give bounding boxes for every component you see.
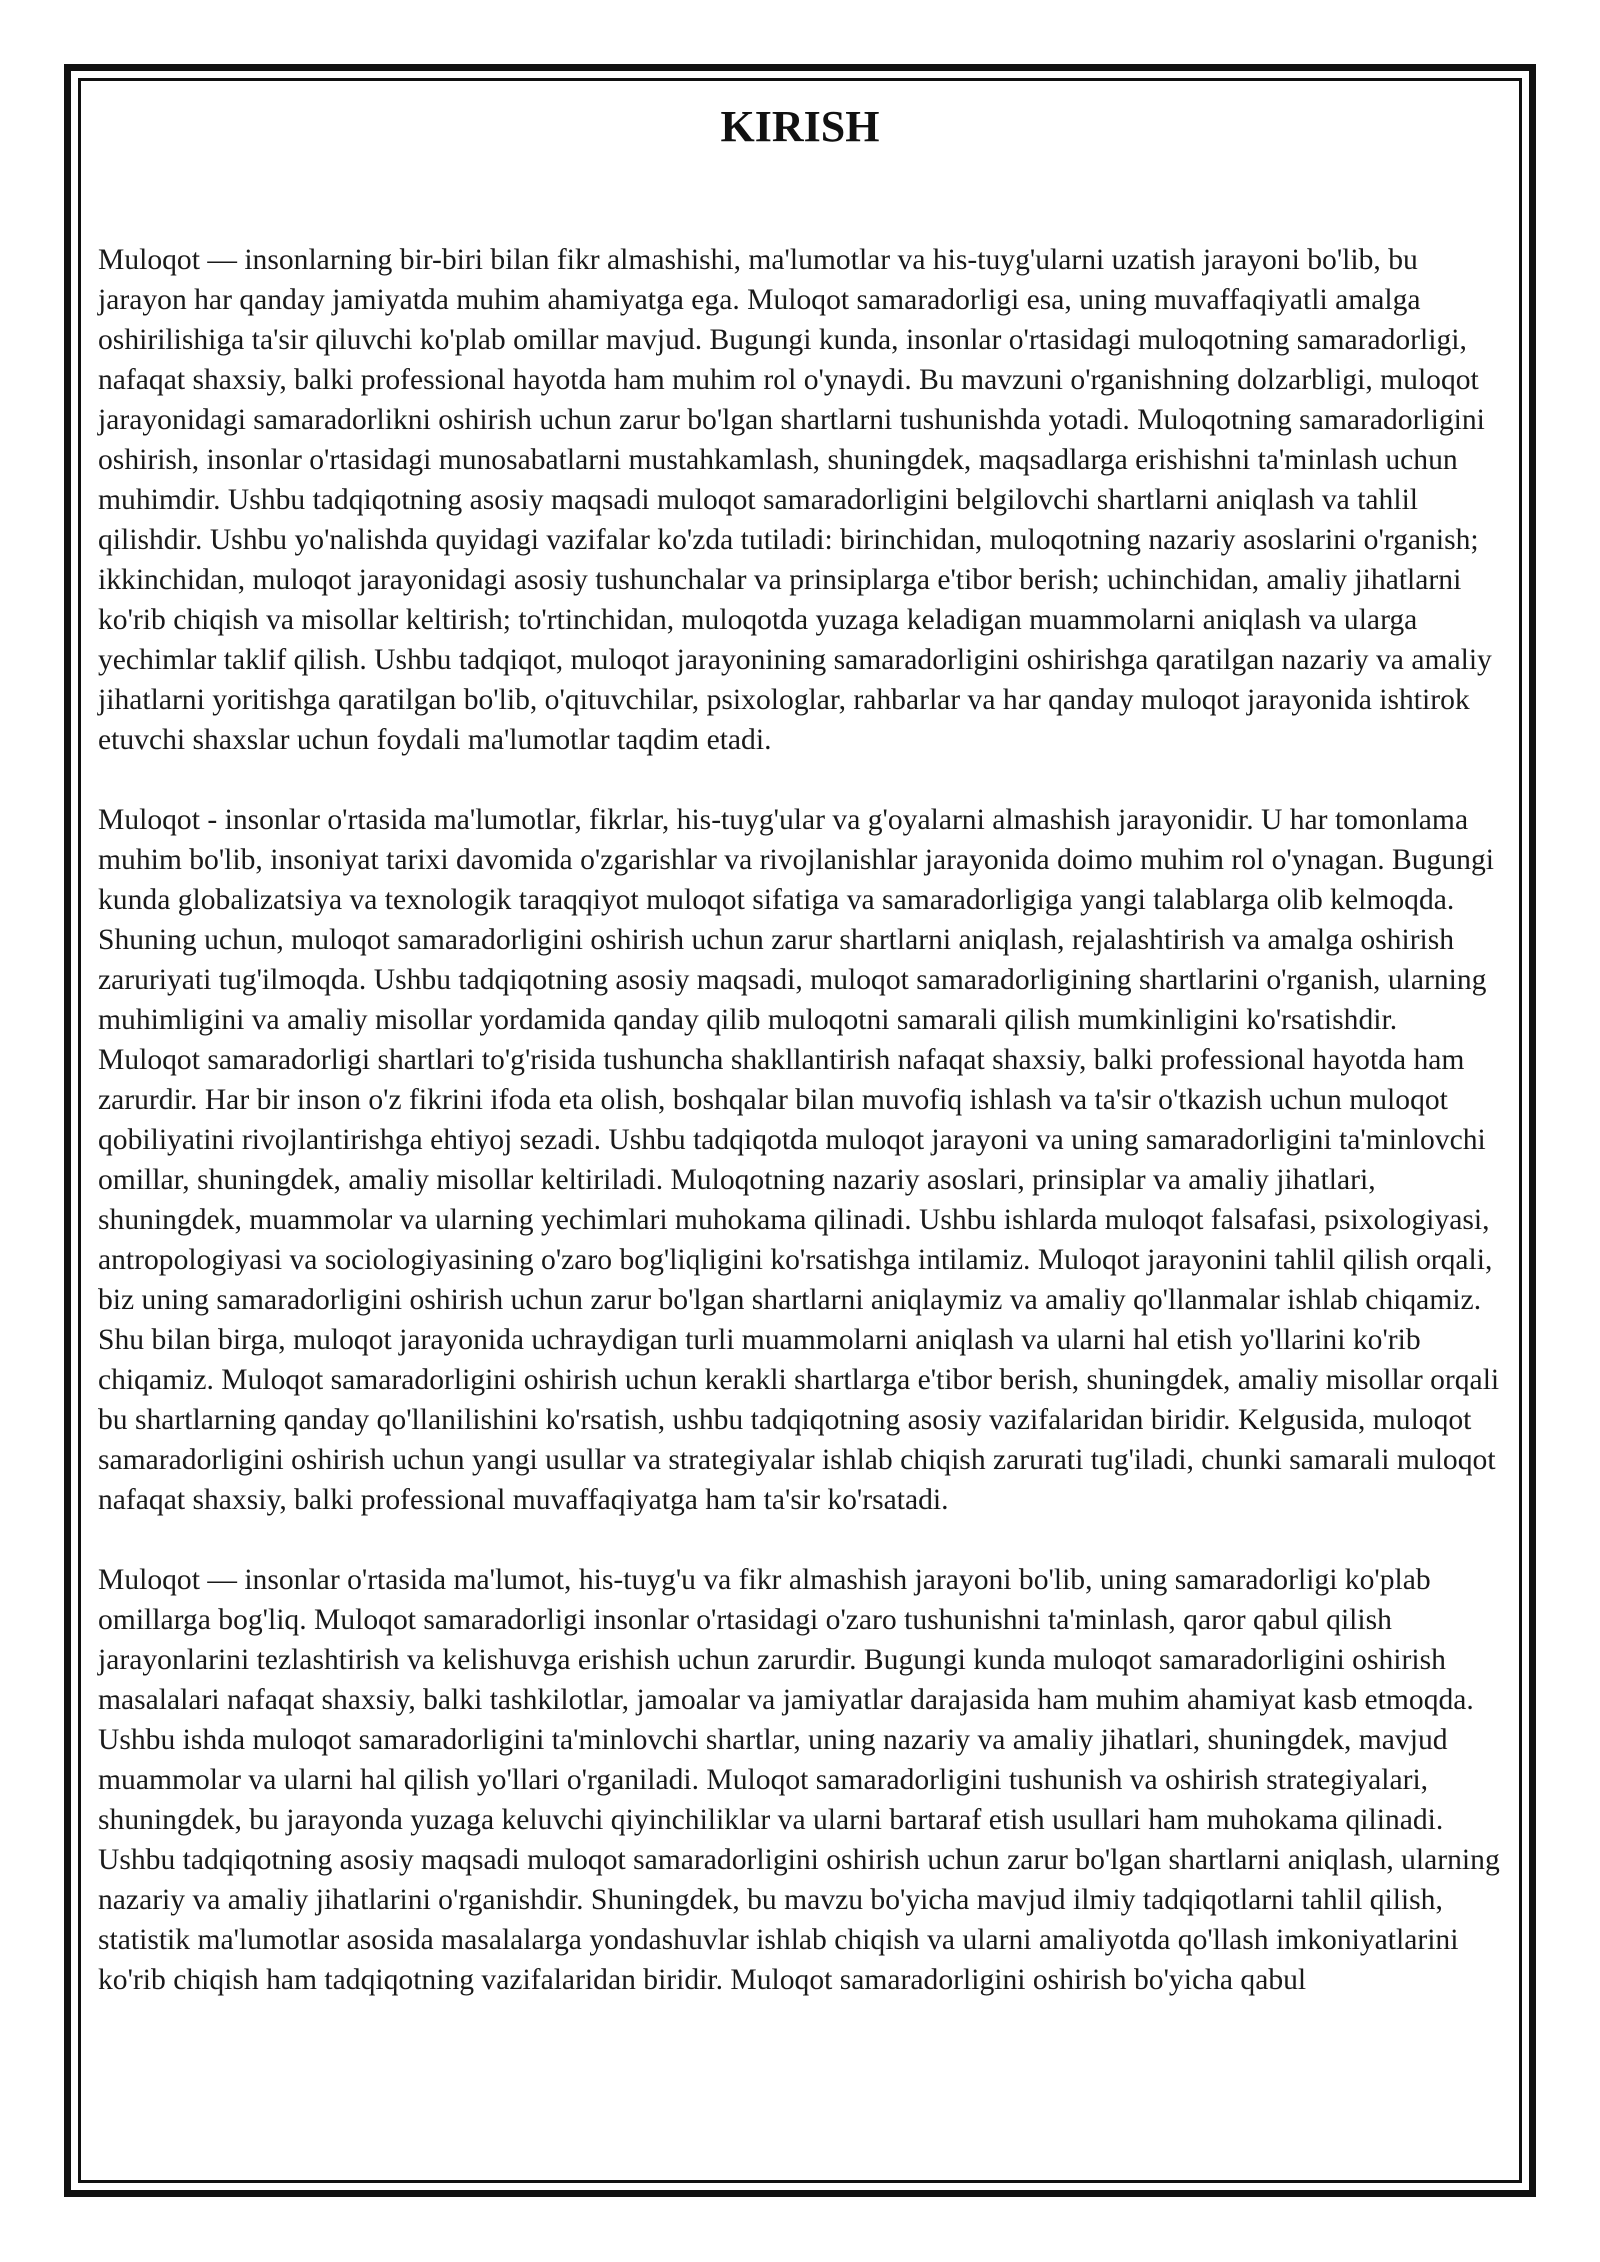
- paragraph-2: Muloqot - insonlar o'rtasida ma'lumotlar, fikrlar, his-tuyg'ular va g'oyalarni almashish jarayonidir. U har tomonlama muhim bo'lib, insoniyat tarixi davomida o'zgarishlar va rivojlanishlar jarayonida doimo muhim rol o'ynagan. Bugungi kunda globalizatsiya va texnologik taraqqiyot muloqot sifatiga va samaradorligiga yangi talablarga olib kelmoqda. Shuning uchun, muloqot samaradorligini oshirish uchun zarur shartlarni aniqlash, rejalashtirish va amalga oshirish zaruriyati tug'ilmoqda. Ushbu tadqiqotning asosiy maqsadi, muloqot samaradorligining shartlarini o'rganish, ularning muhimligini va amaliy misollar yordamida qanday qilib muloqotni samarali qilish mumkinligini ko'rsatishdir. Muloqot samaradorligi shartlari to'g'risida tushuncha shakllantirish nafaqat shaxsiy, balki professional hayotda ham zarurdir. Har bir inson o'z fikrini ifoda eta olish, boshqalar bilan muvofiq ishlash va ta'sir o'tkazish uchun muloqot qobiliyatini rivojlantirishga ehtiyoj sezadi. Ushbu tadqiqotda muloqot jarayoni va uning samaradorligini ta'minlovchi omillar, shuningdek, amaliy misollar keltiriladi. Muloqotning nazariy asoslari, prinsiplar va amaliy jihatlari, shuningdek, muammolar va ularning yechimlari muhokama qilinadi. Ushbu ishlarda muloqot falsafasi, psixologiyasi, antropologiyasi va sociologiyasining o'zaro bog'liqligini ko'rsatishga intilamiz. Muloqot jarayonini tahlil qilish orqali, biz uning samaradorligini oshirish uchun zarur bo'lgan shartlarni aniqlaymiz va amaliy qo'llanmalar ishlab chiqamiz. Shu bilan birga, muloqot jarayonida uchraydigan turli muammolarni aniqlash va ularni hal etish yo'llarini ko'rib chiqamiz. Muloqot samaradorligini oshirish uchun kerakli shartlarga e'tibor berish, shuningdek, amaliy misollar orqali bu shartlarning qanday qo'llanilishini ko'rsatish, ushbu tadqiqotning asosiy vazifalaridan biridir. Kelgusida, muloqot samaradorligini oshirish uchun yangi usullar va strategiyalar ishlab chiqish zarurati tug'iladi, chunki samarali muloqot nafaqat shaxsiy, balki professional muvaffaqiyatga ham ta'sir ko'rsatadi.: [98, 804, 1500, 1516]
- paragraph-3: Muloqot — insonlar o'rtasida ma'lumot, his-tuyg'u va fikr almashish jarayoni bo'lib, uning samaradorligi ko'plab omillarga bog'liq. Muloqot samaradorligi insonlar o'rtasidagi o'zaro tushunishni ta'minlash, qaror qabul qilish jarayonlarini tezlashtirish va kelishuvga erishish uchun zarurdir. Bugungi kunda muloqot samaradorligini oshirish masalalari nafaqat shaxsiy, balki tashkilotlar, jamoalar va jamiyatlar darajasida ham muhim ahamiyat kasb etmoqda. Ushbu ishda muloqot samaradorligini ta'minlovchi shartlar, uning nazariy va amaliy jihatlari, shuningdek, mavjud muammolar va ularni hal qilish yo'llari o'rganiladi. Muloqot samaradorligini tushunish va oshirish strategiyalari, shuningdek, bu jarayonda yuzaga keluvchi qiyinchiliklar va ularni bartaraf etish usullari ham muhokama qilinadi. Ushbu tadqiqotning asosiy maqsadi muloqot samaradorligini oshirish uchun zarur bo'lgan shartlarni aniqlash, ularning nazariy va amaliy jihatlarini o'rganishdir. Shuningdek, bu mavzu bo'yicha mavjud ilmiy tadqiqotlarni tahlil qilish, statistik ma'lumotlar asosida masalalarga yondashuvlar ishlab chiqish va ularni amaliyotda qo'llash imkoniyatlarini ko'rib chiqish ham tadqiqotning vazifalaridan biridir. Muloqot samaradorligini oshirish bo'yicha qabul: [98, 1564, 1500, 1996]
- paragraph-1: Muloqot — insonlarning bir-biri bilan fikr almashishi, ma'lumotlar va his-tuyg'ularni uzatish jarayoni bo'lib, bu jarayon har qanday jamiyatda muhim ahamiyatga ega. Muloqot samaradorligi esa, uning muvaffaqiyatli amalga oshirilishiga ta'sir qiluvchi ko'plab omillar mavjud. Bugungi kunda, insonlar o'rtasidagi muloqotning samaradorligi, nafaqat shaxsiy, balki professional hayotda ham muhim rol o'ynaydi. Bu mavzuni o'rganishning dolzarbligi, muloqot jarayonidagi samaradorlikni oshirish uchun zarur bo'lgan shartlarni tushunishda yotadi. Muloqotning samaradorligini oshirish, insonlar o'rtasidagi munosabatlarni mustahkamlash, shuningdek, maqsadlarga erishishni ta'minlash uchun muhimdir. Ushbu tadqiqotning asosiy maqsadi muloqot samaradorligini belgilovchi shartlarni aniqlash va tahlil qilishdir. Ushbu yo'nalishda quyidagi vazifalar ko'zda tutiladi: birinchidan, muloqotning nazariy asoslarini o'rganish; ikkinchidan, muloqot jarayonidagi asosiy tushunchalar va prinsiplarga e'tibor berish; uchinchidan, amaliy jihatlarni ko'rib chiqish va misollar keltirish; to'rtinchidan, muloqotda yuzaga keladigan muammolarni aniqlash va ularga yechimlar taklif qilish. Ushbu tadqiqot, muloqot jarayonining samaradorligini oshirishga qaratilgan nazariy va amaliy jihatlarni yoritishga qaratilgan bo'lib, o'qituvchilar, psixologlar, rahbarlar va har qanday muloqot jarayonida ishtirok etuvchi shaxslar uchun foydali ma'lumotlar taqdim etadi.: [98, 244, 1492, 756]
- document-body: [98, 98, 1502, 2000]
- page-title: KIRISH: [720, 102, 880, 151]
